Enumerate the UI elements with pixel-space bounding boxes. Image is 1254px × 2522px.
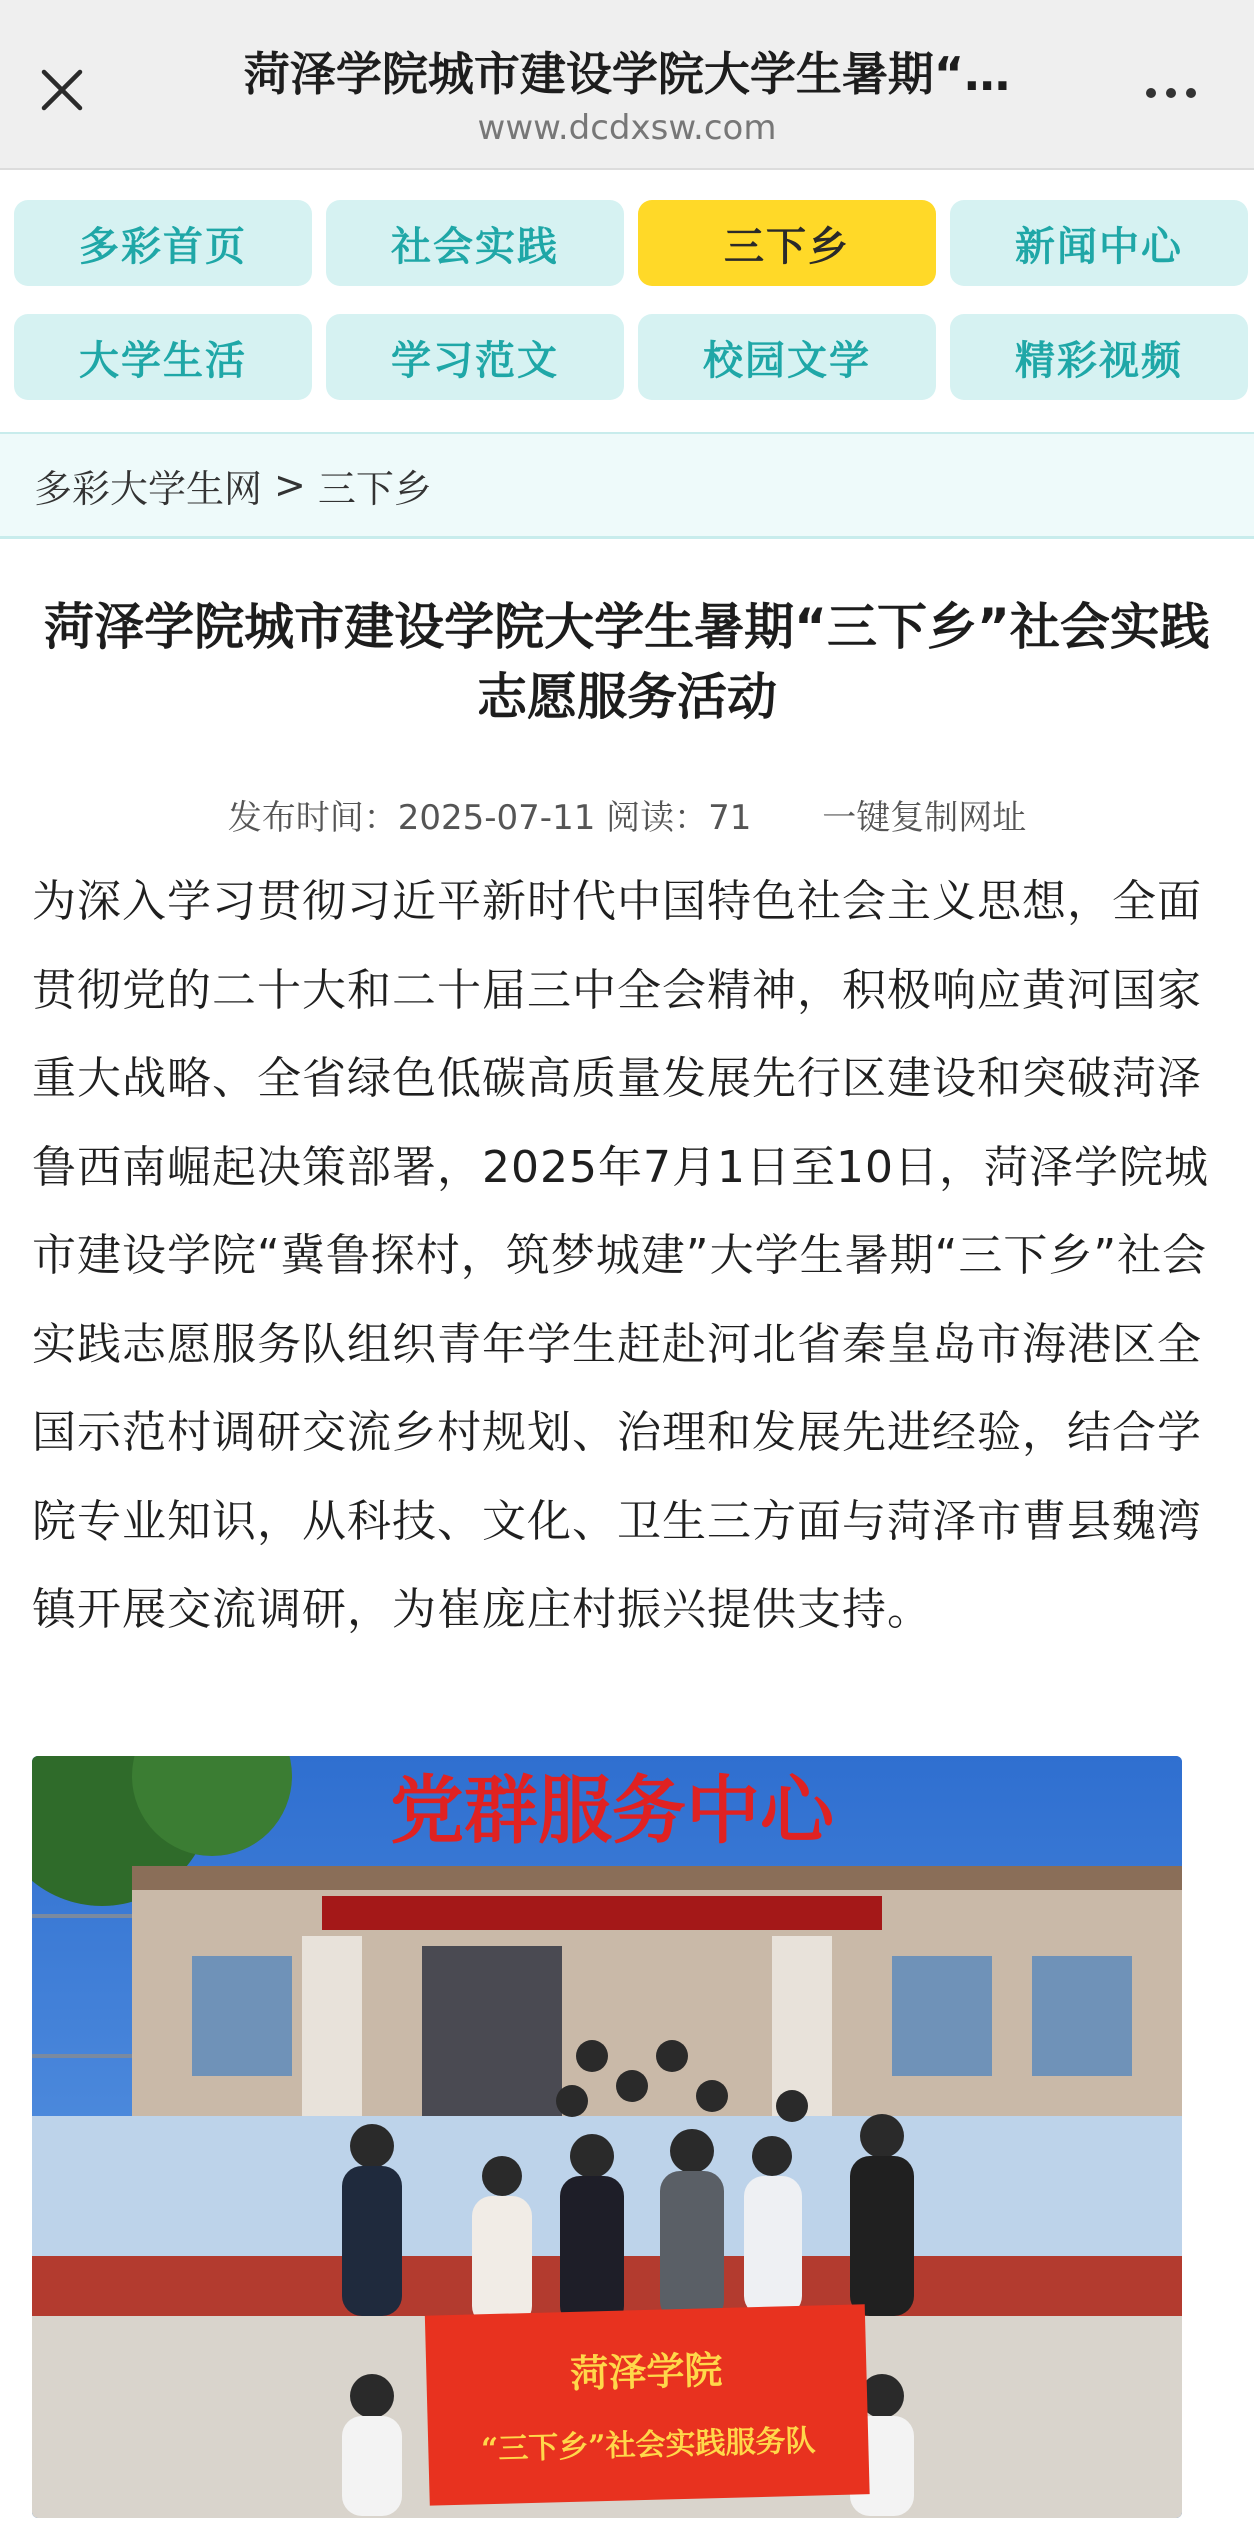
more-options-icon[interactable]	[1136, 78, 1206, 108]
breadcrumb-home-link[interactable]: 多彩大学生网	[34, 466, 263, 511]
article-body: 为深入学习贯彻习近平新时代中国特色社会主义思想，全面贯彻党的二十大和二十届三中全会精神，积极响应黄河国家重大战略、全省绿色低碳高质量发展先行区建设和突破菏泽鲁西南崛起决策部署，2025年7月1日至10日，菏泽学院城市建设学院“冀鲁探村，筑梦城建”大学生暑期“三下乡”社会实践志愿服务队组织青年学生赶赴河北省秦皇岛市海港区全国示范村调研交流乡村规划、治理和发展先进经验，结合学院专业知识，从科技、文化、卫生三方面与菏泽市曹县魏湾镇开展交流调研，为崔庞庄村振兴提供支持。	[32, 876, 1209, 1635]
read-count: 阅读：71	[606, 798, 752, 838]
breadcrumb-separator: >	[274, 463, 306, 507]
browser-top-bar	[0, 0, 1254, 170]
nav-item-college-life[interactable]: 大学生活	[14, 314, 312, 400]
nav-item-social-practice[interactable]: 社会实践	[326, 200, 624, 286]
banner-line-2: “三下乡”社会实践服务队	[480, 2423, 816, 2468]
article-meta	[0, 790, 1254, 839]
breadcrumb	[0, 432, 1254, 539]
photo-sign-text: 党群服务中心	[390, 1768, 834, 1854]
publish-date: 发布时间：2025-07-11	[227, 798, 596, 838]
nav-item-campus-literature[interactable]: 校园文学	[638, 314, 936, 400]
breadcrumb-current[interactable]: 三下乡	[317, 466, 432, 511]
nav-item-videos[interactable]: 精彩视频	[950, 314, 1248, 400]
nav-item-news-center[interactable]: 新闻中心	[950, 200, 1248, 286]
article-photo	[32, 1756, 1182, 2518]
article-title: 菏泽学院城市建设学院大学生暑期“三下乡”社会实践志愿服务活动	[44, 598, 1210, 726]
browser-page-title: 菏泽学院城市建设学院大学生暑期“…	[243, 47, 1011, 101]
browser-url: www.dcdxsw.com	[477, 108, 777, 148]
copy-url-button[interactable]: 一键复制网址	[822, 798, 1027, 838]
nav-item-sanxiaxiang[interactable]: 三下乡	[638, 200, 936, 286]
banner-line-1: 菏泽学院	[569, 2346, 723, 2396]
nav-item-study-essays[interactable]: 学习范文	[326, 314, 624, 400]
category-nav	[0, 172, 1254, 422]
nav-item-home[interactable]: 多彩首页	[14, 200, 312, 286]
close-icon[interactable]	[30, 58, 94, 122]
